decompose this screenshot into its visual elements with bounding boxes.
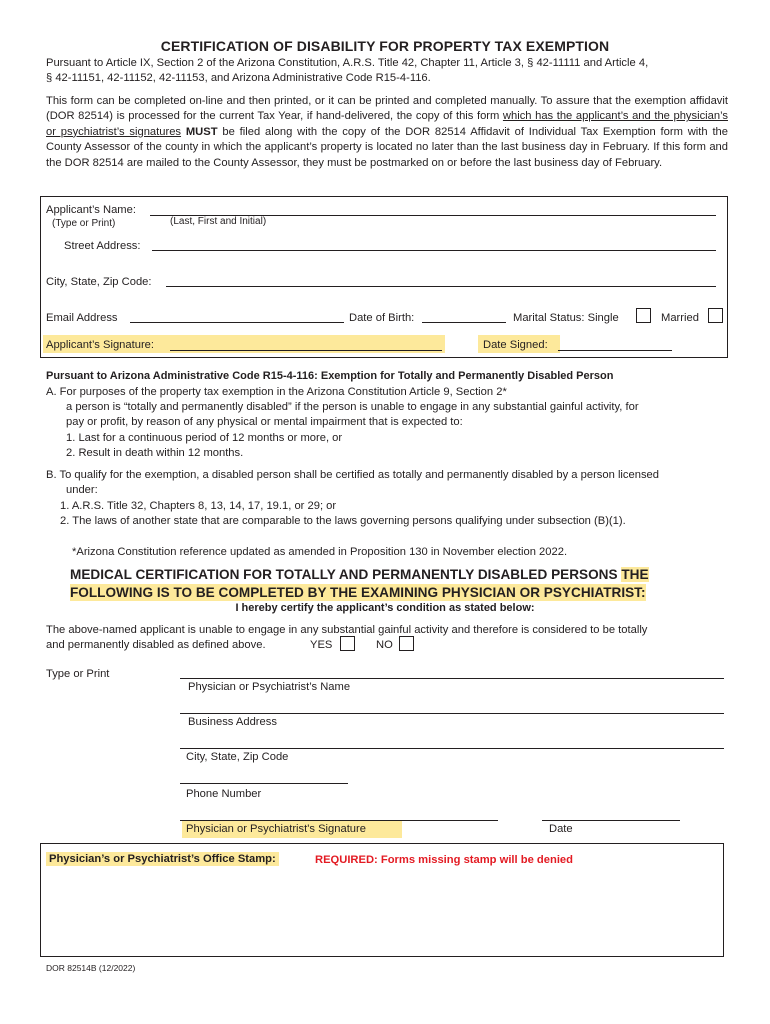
name-format-hint: (Last, First and Initial): [170, 216, 267, 227]
medical-heading-line-1: [70, 566, 649, 583]
applicant-signature-field[interactable]: [170, 350, 442, 351]
physician-name-field[interactable]: [180, 678, 724, 679]
date-signed-field[interactable]: [558, 350, 672, 351]
medical-statement-line-1: The above-named applicant is unable to engage in any substantial gainful activity and therefore is considered to be totally: [46, 624, 648, 636]
stamp-required-notice: REQUIRED: Forms missing stamp will be denied: [315, 854, 573, 866]
city-state-zip-label: City, State, Zip Code:: [46, 276, 152, 288]
code-b-item-1: 1. A.R.S. Title 32, Chapters 8, 13, 14, 17, 19.1, or 29; or: [60, 500, 337, 512]
physician-city-field[interactable]: [180, 748, 724, 749]
no-checkbox[interactable]: [399, 636, 414, 651]
date-signed-label: Date Signed:: [483, 339, 548, 351]
constitution-footnote: *Arizona Constitution reference updated as amended in Proposition 130 in November election 2022.: [72, 546, 568, 558]
phone-field[interactable]: [180, 783, 348, 784]
office-stamp-label: Physician’s or Psychiatrist’s Office Stamp:: [46, 852, 279, 866]
form-number: DOR 82514B (12/2022): [46, 963, 136, 973]
no-label: NO: [376, 639, 393, 651]
code-a-item-2: 2. Result in death within 12 months.: [66, 447, 244, 459]
code-b-line-1: B. To qualify for the exemption, a disabled person shall be certified as totally and permanently disabled by a person licensed: [46, 469, 659, 481]
physician-date-field[interactable]: [542, 820, 680, 821]
code-b-item-2: 2. The laws of another state that are comparable to the laws governing persons qualifying under subsection (B)(1).: [60, 515, 626, 527]
married-label: Married: [661, 312, 699, 324]
citation-line-2: § 42-11151, 42-11152, 42-11153, and Arizona Administrative Code R15-4-116.: [46, 72, 431, 85]
certify-statement: I hereby certify the applicant’s condition as stated below:: [235, 602, 535, 614]
physician-city-label: City, State, Zip Code: [186, 751, 289, 763]
physician-signature-label: Physician or Psychiatrist's Signature: [186, 823, 366, 835]
email-label: Email Address: [46, 312, 118, 324]
phone-label: Phone Number: [186, 788, 262, 800]
physician-name-label: Physician or Psychiatrist’s Name: [188, 681, 351, 693]
yes-label: YES: [310, 639, 333, 651]
yes-checkbox[interactable]: [340, 636, 355, 651]
code-b-line-2: under:: [66, 484, 98, 496]
medical-statement-line-2: and permanently disabled as defined above.: [46, 639, 266, 651]
dob-field[interactable]: [422, 322, 506, 323]
street-address-field[interactable]: [152, 250, 716, 251]
single-checkbox[interactable]: [636, 308, 651, 323]
instructions-paragraph: [46, 94, 728, 171]
instructions-must: MUST: [185, 125, 218, 138]
street-address-label: Street Address:: [64, 240, 141, 252]
type-or-print-note: (Type or Print): [52, 218, 116, 229]
instructions-part-1: This form can be completed on-line and then printed, or it can be printed and completed manually. To assure that the exemption affidavit (DOR 82514) is processed for the current Tax Year, if hand-delivered, the copy of this form: [46, 95, 728, 123]
business-address-label: Business Address: [188, 716, 277, 728]
dob-label: Date of Birth:: [349, 312, 415, 324]
medical-heading-part-2: THE: [621, 567, 649, 582]
business-address-field[interactable]: [180, 713, 724, 714]
city-state-zip-field[interactable]: [166, 286, 716, 287]
marital-status-label: Marital Status: Single: [513, 312, 619, 324]
medical-heading-part-1: MEDICAL CERTIFICATION FOR TOTALLY AND PERMANENTLY DISABLED PERSONS: [70, 567, 622, 582]
applicant-name-label: Applicant’s Name:: [46, 204, 136, 216]
instructions-part-2: be filed along with the copy of the DOR 82514 Affidavit of Individual Tax Exemption form with the County Assessor of the county in which the applicant’s property is located no later than the last business day in February. If this form and the DOR 82514 are mailed to the County Assessor, they must be postmarked on or before the last business day of February.: [46, 125, 728, 169]
legal-citation: [46, 56, 736, 87]
code-a-line-1: A. For purposes of the property tax exemption in the Arizona Constitution Article 9, Section 2*: [46, 386, 507, 398]
code-a-line-3: pay or profit, by reason of any physical or mental impairment that is expected to:: [66, 416, 463, 428]
instructions-underlined: which has the applicant’s and the physician’s or psychiatrist’s signatures: [46, 110, 728, 138]
code-heading: Pursuant to Arizona Administrative Code R15-4-116: Exemption for Totally and Permanently Disabled Person: [46, 370, 614, 382]
physician-date-label: Date: [549, 823, 573, 835]
code-a-line-2: a person is “totally and permanently disabled” if the person is unable to engage in any substantial gainful activity, for: [66, 401, 639, 413]
form-title: CERTIFICATION OF DISABILITY FOR PROPERTY TAX EXEMPTION: [160, 38, 610, 54]
citation-line-1: Pursuant to Article IX, Section 2 of the Arizona Constitution, A.R.S. Title 42, Chapter 11, Article 3, § 42-11111 and Article 4,: [46, 57, 649, 69]
email-field[interactable]: [130, 322, 344, 323]
applicant-signature-label: Applicant’s Signature:: [46, 339, 155, 351]
code-a-item-1: 1. Last for a continuous period of 12 months or more, or: [66, 432, 343, 444]
medical-heading-line-2: FOLLOWING IS TO BE COMPLETED BY THE EXAMINING PHYSICIAN OR PSYCHIATRIST:: [70, 585, 646, 600]
type-or-print-label: Type or Print: [46, 668, 110, 680]
married-checkbox[interactable]: [708, 308, 723, 323]
